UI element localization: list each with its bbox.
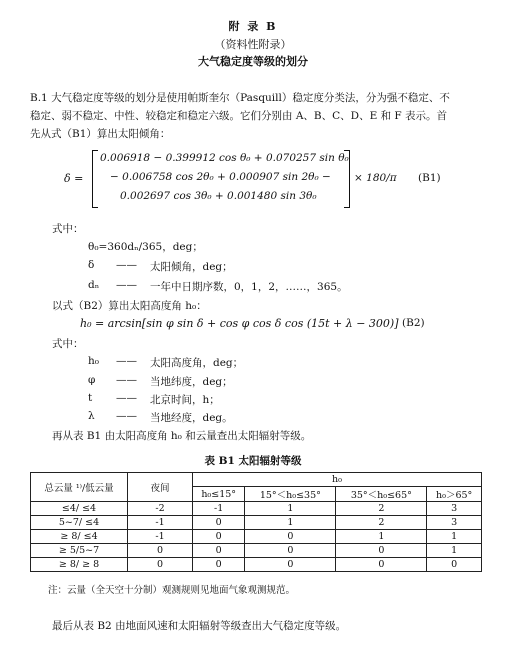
def-theta0: θ₀=360dₙ/365，deg； [88, 241, 203, 253]
where-label-1: 式中： [52, 223, 84, 235]
intro-line-3: 先从式（B1）算出太阳倾角： [30, 128, 171, 140]
cell-value: 0 [193, 558, 245, 572]
h0-range-3: 35°＜h₀≤65° [336, 487, 427, 502]
cell-value: 0 [336, 558, 427, 572]
col-night-header: 夜间 [128, 473, 193, 502]
col-h0-header: h₀ [193, 473, 482, 487]
h0-range-4: h₀＞65° [427, 487, 482, 502]
cell-value: 1 [336, 530, 427, 544]
def-delta-sym: δ [88, 259, 95, 271]
cell-value: 1 [427, 544, 482, 558]
cell-value: 1 [427, 530, 482, 544]
cell-value: 2 [336, 502, 427, 516]
def-delta-desc: 太阳倾角，deg； [150, 261, 233, 273]
def-t-dash: —— [116, 392, 137, 404]
table-row [31, 502, 482, 516]
cell-value: 1 [245, 516, 336, 530]
table-row [31, 544, 482, 558]
cell-value: 0 [336, 544, 427, 558]
def-dn-desc: 一年中日期序数，0，1，2，……，365。 [150, 281, 348, 293]
b2-intro: 以式（B2）算出太阳高度角 h₀： [52, 300, 207, 312]
cell-cloud: ≥ 5/5~7 [31, 544, 128, 558]
eq-b1-line-2: − 0.006758 cos 2θ₀ + 0.000907 sin 2θ₀ − [110, 171, 331, 183]
eq-b2: h₀ = arcsin[sin φ sin δ + cos φ cos δ cos (15t + λ − 300)] [80, 317, 399, 330]
def-t-desc: 北京时间，h； [150, 394, 220, 406]
h0-range-2: 15°＜h₀≤35° [245, 487, 336, 502]
table-row [31, 530, 482, 544]
final-line: 最后从表 B2 由地面风速和太阳辐射等级查出大气稳定度等级。 [52, 620, 347, 632]
cell-value: 0 [245, 544, 336, 558]
cell-value: 0 [193, 544, 245, 558]
solar-radiation-table [30, 472, 482, 572]
cell-value: 3 [427, 502, 482, 516]
eq-b1-line-3: 0.002697 cos 3θ₀ + 0.001480 sin 3θ₀ [120, 190, 317, 202]
cell-value: 0 [245, 530, 336, 544]
cell-value: 2 [336, 516, 427, 530]
cell-value: 3 [427, 516, 482, 530]
cell-value: 0 [245, 558, 336, 572]
cell-value: 0 [427, 558, 482, 572]
cell-night: 0 [128, 544, 193, 558]
table-lead: 再从表 B1 由太阳高度角 h₀ 和云量查出太阳辐射等级。 [52, 430, 312, 442]
def-dn-sym: dₙ [88, 279, 100, 291]
cell-night: -1 [128, 530, 193, 544]
def-phi-dash: —— [116, 374, 137, 386]
intro-line-1: B.1 大气稳定度等级的划分是使用帕斯奎尔（Pasquill）稳定度分类法，分为强不稳定、不 [30, 92, 450, 104]
table-row [31, 516, 482, 530]
cell-cloud: ≥ 8/ ≤4 [31, 530, 128, 544]
cell-night: -1 [128, 516, 193, 530]
appendix-title: 大气稳定度等级的划分 [198, 55, 308, 68]
eq-b1-multiplier: × 180/π [354, 172, 397, 184]
eq-b1-tag: (B1) [418, 172, 441, 184]
h0-range-1: h₀≤15° [193, 487, 245, 502]
def-h0-desc: 太阳高度角，deg； [150, 357, 244, 369]
col-cloud-header: 总云量 ¹⁾/低云量 [31, 473, 128, 502]
appendix-type: （资料性附录） [214, 38, 292, 51]
cell-cloud: 5~7/ ≤4 [31, 516, 128, 530]
cell-value: -1 [193, 502, 245, 516]
cell-value: 0 [193, 516, 245, 530]
def-h0-dash: —— [116, 355, 137, 367]
eq-b1-left-bracket [92, 150, 98, 208]
def-lambda-sym: λ [88, 410, 95, 422]
cell-cloud: ≤4/ ≤4 [31, 502, 128, 516]
def-t-sym: t [88, 392, 93, 404]
cell-night: 0 [128, 558, 193, 572]
appendix-label: 附 录 B [228, 20, 278, 33]
cell-value: 0 [193, 530, 245, 544]
cell-night: -2 [128, 502, 193, 516]
cell-cloud: ≥ 8/ ≥ 8 [31, 558, 128, 572]
eq-b1-line-1: 0.006918 − 0.399912 cos θ₀ + 0.070257 sin θ₀ [100, 152, 349, 164]
intro-line-2: 稳定、弱不稳定、中性、较稳定和稳定六级。它们分别由 A、B、C、D、E 和 F 表示。首 [30, 110, 448, 122]
eq-b2-tag: (B2) [402, 317, 425, 329]
def-h0-sym: h₀ [88, 355, 99, 367]
table-note: 注：云量（全天空十分制）观测规则见地面气象观测规范。 [48, 585, 296, 596]
def-dn-dash: —— [116, 279, 137, 291]
table-row [31, 558, 482, 572]
cell-value: 1 [245, 502, 336, 516]
table-caption: 表 B1 太阳辐射等级 [204, 455, 302, 467]
eq-b1-lhs: δ = [64, 172, 84, 185]
def-phi-sym: φ [88, 374, 96, 386]
def-delta-dash: —— [116, 259, 137, 271]
def-lambda-desc: 当地经度，deg。 [150, 412, 233, 424]
def-lambda-dash: —— [116, 410, 137, 422]
eq-b1-right-bracket [344, 150, 350, 208]
where-label-2: 式中： [52, 338, 84, 350]
table-header-row [31, 473, 482, 487]
def-phi-desc: 当地纬度，deg； [150, 376, 233, 388]
